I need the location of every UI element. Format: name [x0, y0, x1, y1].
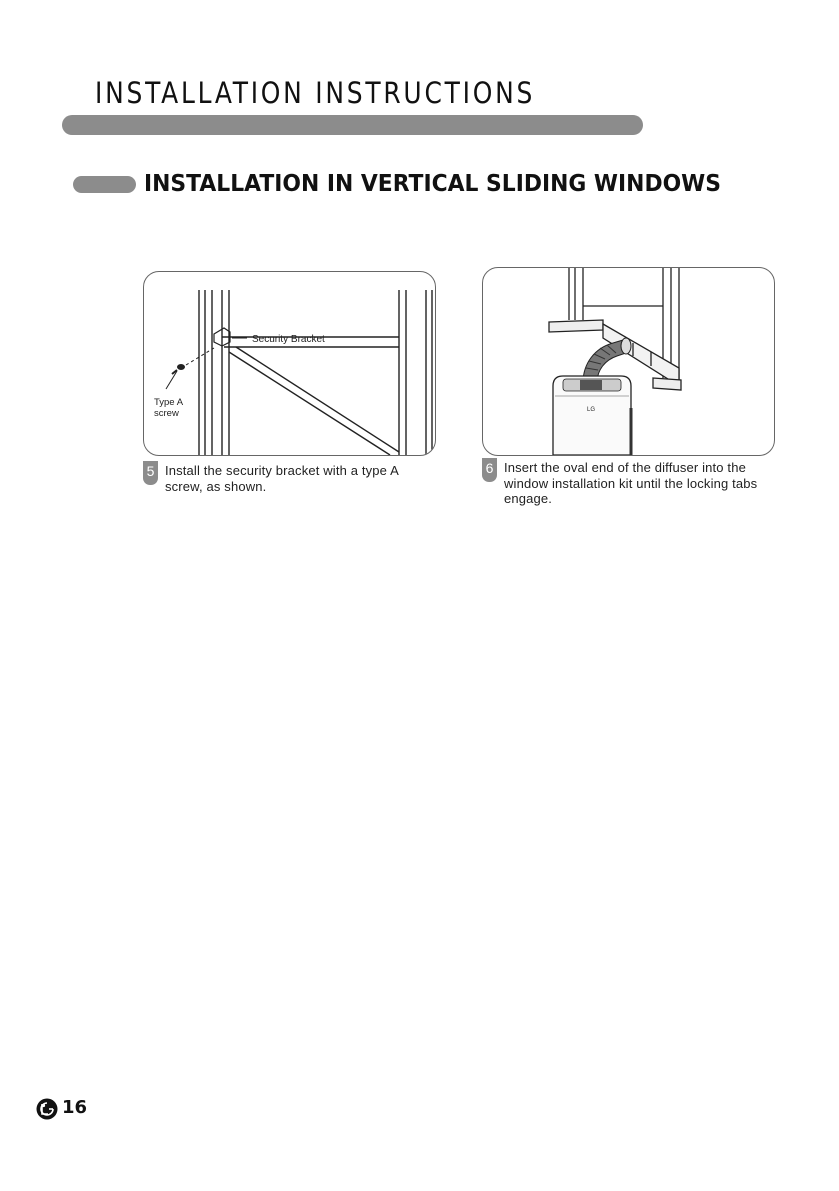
security-bracket-illustration — [144, 272, 435, 455]
portable-ac-unit-icon — [553, 376, 631, 455]
page-number: 16 — [62, 1097, 88, 1118]
figure-diffuser-insertion — [482, 267, 775, 456]
title-rule — [62, 115, 643, 135]
lg-logo-icon — [36, 1098, 58, 1120]
section-heading: INSTALLATION IN VERTICAL SLIDING WINDOWS — [144, 171, 722, 197]
step-number-badge: 6 — [482, 458, 497, 482]
step-instruction: Install the security bracket with a type A screw, as shown. — [165, 463, 399, 494]
unit-brand-label: LG — [587, 407, 596, 413]
page-title: INSTALLATION INSTRUCTIONS — [95, 76, 536, 110]
step-number-badge: 5 — [143, 461, 158, 485]
label-type-a: Type A — [154, 397, 184, 408]
label-screw: screw — [154, 408, 179, 419]
step-instruction: Insert the oval end of the diffuser into the window installation kit until the locking tabs engage. — [504, 460, 758, 506]
screw-icon — [172, 364, 185, 374]
section-marker — [73, 176, 136, 193]
diffuser-illustration — [483, 268, 774, 455]
figure-security-bracket — [143, 271, 436, 456]
label-security-bracket: Security Bracket — [252, 334, 325, 345]
